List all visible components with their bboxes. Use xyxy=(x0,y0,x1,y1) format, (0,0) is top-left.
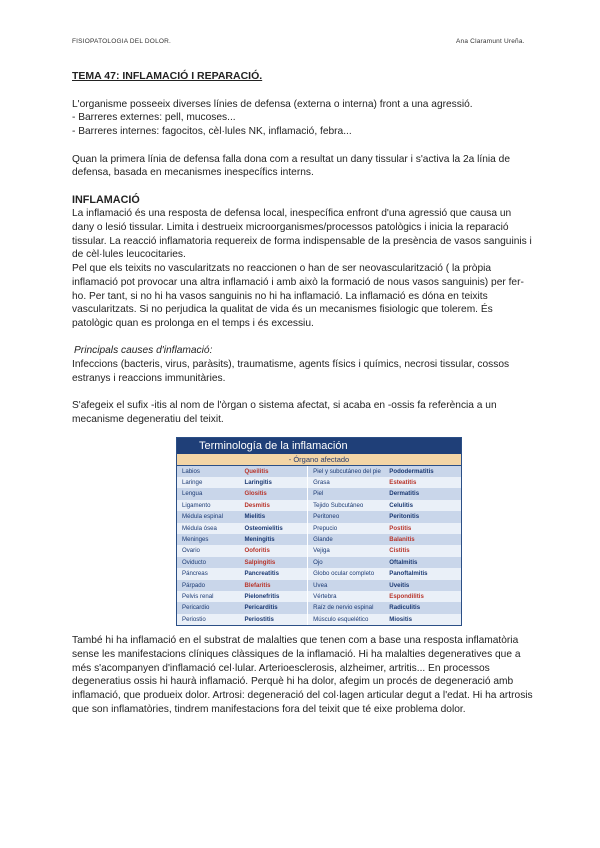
organ-cell: Ojo xyxy=(308,557,385,568)
inflammation-term-cell: Radiculitis xyxy=(384,602,461,613)
table-row xyxy=(177,568,461,579)
organ-cell: Vértebra xyxy=(308,591,385,602)
header-right: Ana Claramunt Ureña. xyxy=(456,38,525,45)
causes-heading: Principals causes d'inflamació: xyxy=(74,345,213,357)
inflammation-term-cell: Peritonitis xyxy=(384,511,461,522)
final-paragraph: També hi ha inflamació en el substrat de malalties que tenen com a base una resposta inflamatòria sense les manifestacions clíniques clàssiques de la inflamació. Hi ha malalties degeneratives que a més s'acompanyen d'inflamació cel·lular. Arterioesclerosis, alzheimer, artritis... En processos degeneratius ossis hi haurà inflamació. Perquè hi ha dolor, afegim un procés de degeneració amb inflamació, que produeix dolor. Artrosi: degeneració del col·lagen articular degut a l'edat. Hi ha artrosis que son inflamatòries, tindrem manifestacions fora del teixit que té eixe problema dolor. xyxy=(72,635,533,715)
inflammation-term-cell: Ooforitis xyxy=(239,545,307,556)
inflammation-term-cell: Desmitis xyxy=(239,500,307,511)
inflammation-term-cell: Espondilitis xyxy=(384,591,461,602)
inflammation-term-cell: Oftalmitis xyxy=(384,557,461,568)
page-title: TEMA 47: INFLAMACIÓ I REPARACIÓ. xyxy=(72,70,263,82)
inflammation-term-cell: Postitis xyxy=(384,523,461,534)
table-row xyxy=(177,614,461,625)
organ-cell: Médula espinal xyxy=(177,511,239,522)
organ-cell: Piel xyxy=(308,488,385,499)
defense-paragraph: Quan la primera línia de defensa falla dona com a resultat un dany tissular i s'activa la 2a línia de defensa, basada en mecanismes inespecífics interns. xyxy=(72,153,510,179)
intro-line-2: - Barreres externes: pell, mucoses... xyxy=(72,112,236,124)
table-row xyxy=(177,557,461,568)
organ-cell: Labios xyxy=(177,466,239,477)
inflammation-term-cell: Laringitis xyxy=(239,477,307,488)
inflamacio-paragraph: La inflamació és una resposta de defensa local, inespecífica enfront d'una agressió que causa un dany o lesió tissular. Limita i destrueix microorganismes/processos patològics i inicia la reparació tissular. La reacció inflamatoria requereix de forma indispensable de la presència de vasos sanguinis i de cèl·lules leucocitaries. xyxy=(72,208,532,261)
inflammation-term-cell: Pericarditis xyxy=(239,602,307,613)
inflammation-term-cell: Cistitis xyxy=(384,545,461,556)
table-row xyxy=(177,534,461,545)
table-row xyxy=(177,602,461,613)
inflammation-term-cell: Pielonefritis xyxy=(239,591,307,602)
table-row xyxy=(177,591,461,602)
organ-cell: Pelvis renal xyxy=(177,591,239,602)
inflammation-term-cell: Queilitis xyxy=(239,466,307,477)
inflammation-term-cell: Miositis xyxy=(384,614,461,625)
organ-cell: Glande xyxy=(308,534,385,545)
organ-cell: Piel y subcutáneo del pie xyxy=(308,466,385,477)
organ-cell: Oviducto xyxy=(177,557,239,568)
organ-cell: Músculo esquelético xyxy=(308,614,385,625)
table-row xyxy=(177,580,461,591)
inflammation-term-cell: Esteatitis xyxy=(384,477,461,488)
inflammation-term-cell: Salpingitis xyxy=(239,557,307,568)
organ-cell: Médula ósea xyxy=(177,523,239,534)
inflammation-term-cell: Periostitis xyxy=(239,614,307,625)
table-row xyxy=(177,523,461,534)
organ-cell: Ligamento xyxy=(177,500,239,511)
inflammation-term-cell: Meningitis xyxy=(239,534,307,545)
table-row xyxy=(177,466,461,477)
table-row xyxy=(177,500,461,511)
intro-line-3: - Barreres internes: fagocitos, cèl·lules NK, inflamació, febra... xyxy=(72,126,352,138)
intro-line-1: L'organisme posseeix diverses línies de defensa (externa o interna) front a una agressió. xyxy=(72,98,473,110)
terminology-table xyxy=(176,437,462,627)
inflammation-term-cell: Pancreatitis xyxy=(239,568,307,579)
inflammation-term-cell: Balanitis xyxy=(384,534,461,545)
organ-cell: Pericardio xyxy=(177,602,239,613)
inflammation-term-cell: Mielitis xyxy=(239,511,307,522)
organ-cell: Meninges xyxy=(177,534,239,545)
table-body xyxy=(177,466,461,626)
organ-cell: Periostio xyxy=(177,614,239,625)
inflammation-term-cell: Osteomielitis xyxy=(239,523,307,534)
header-left: FISIOPATOLOGIA DEL DOLOR. xyxy=(72,38,172,45)
organ-cell: Raíz de nervio espinal xyxy=(308,602,385,613)
sufix-paragraph: S'afegeix el sufix -itis al nom de l'òrgan o sistema afectat, si acaba en -ossis fa referència a un mecanisme degeneratiu del teixit. xyxy=(72,400,497,425)
organ-cell: Vejiga xyxy=(308,545,385,556)
organ-cell: Párpado xyxy=(177,580,239,591)
organ-cell: Tejido Subcutáneo xyxy=(308,500,385,511)
table-row xyxy=(177,545,461,556)
inflammation-term-cell: Blefaritis xyxy=(239,580,307,591)
teixits-paragraph: Pel que els teixits no vascularitzats no reaccionen o han de ser neovascularització ( la pròpia inflamació pot provocar una altra inflamació i amb això la formació de nous vasos sanguinis) per fer-ho. Per tant, si no hi ha vasos sanguinis no hi ha inflamació. La inflamació es dóna en teixits vascularitzats. Si no perjudica la qualitat de vida és un mecanismes fisiologic que tolerem. És patològic quan es prolonga en el temps i és excessiu. xyxy=(72,263,524,329)
section-heading-inflamacio: INFLAMACIÓ xyxy=(72,193,140,206)
inflammation-term-cell: Panoftalmitis xyxy=(384,568,461,579)
organ-cell: Globo ocular completo xyxy=(308,568,385,579)
inflammation-term-cell: Glositis xyxy=(239,488,307,499)
organ-cell: Laringe xyxy=(177,477,239,488)
document-body xyxy=(72,70,534,716)
table-row xyxy=(177,511,461,522)
organ-cell: Ovario xyxy=(177,545,239,556)
inflammation-term-cell: Celulitis xyxy=(384,500,461,511)
organ-cell: Uvea xyxy=(308,580,385,591)
causes-text: Infeccions (bacteris, virus, paràsits), traumatisme, agents físics i químics, necrosi tissular, cossos estranys i reaccions immunitàries. xyxy=(72,359,510,384)
organ-cell: Grasa xyxy=(308,477,385,488)
inflammation-term-cell: Uveitis xyxy=(384,580,461,591)
table-row xyxy=(177,477,461,488)
inflammation-term-cell: Dermatitis xyxy=(384,488,461,499)
organ-cell: Peritoneo xyxy=(308,511,385,522)
organ-cell: Lengua xyxy=(177,488,239,499)
organ-cell: Prepucio xyxy=(308,523,385,534)
organ-cell: Páncreas xyxy=(177,568,239,579)
table-subtitle: - Órgano afectado xyxy=(177,454,461,466)
table-title: Terminología de la inflamación xyxy=(177,438,461,454)
table-row xyxy=(177,488,461,499)
inflammation-term-cell: Pododermatitis xyxy=(384,466,461,477)
